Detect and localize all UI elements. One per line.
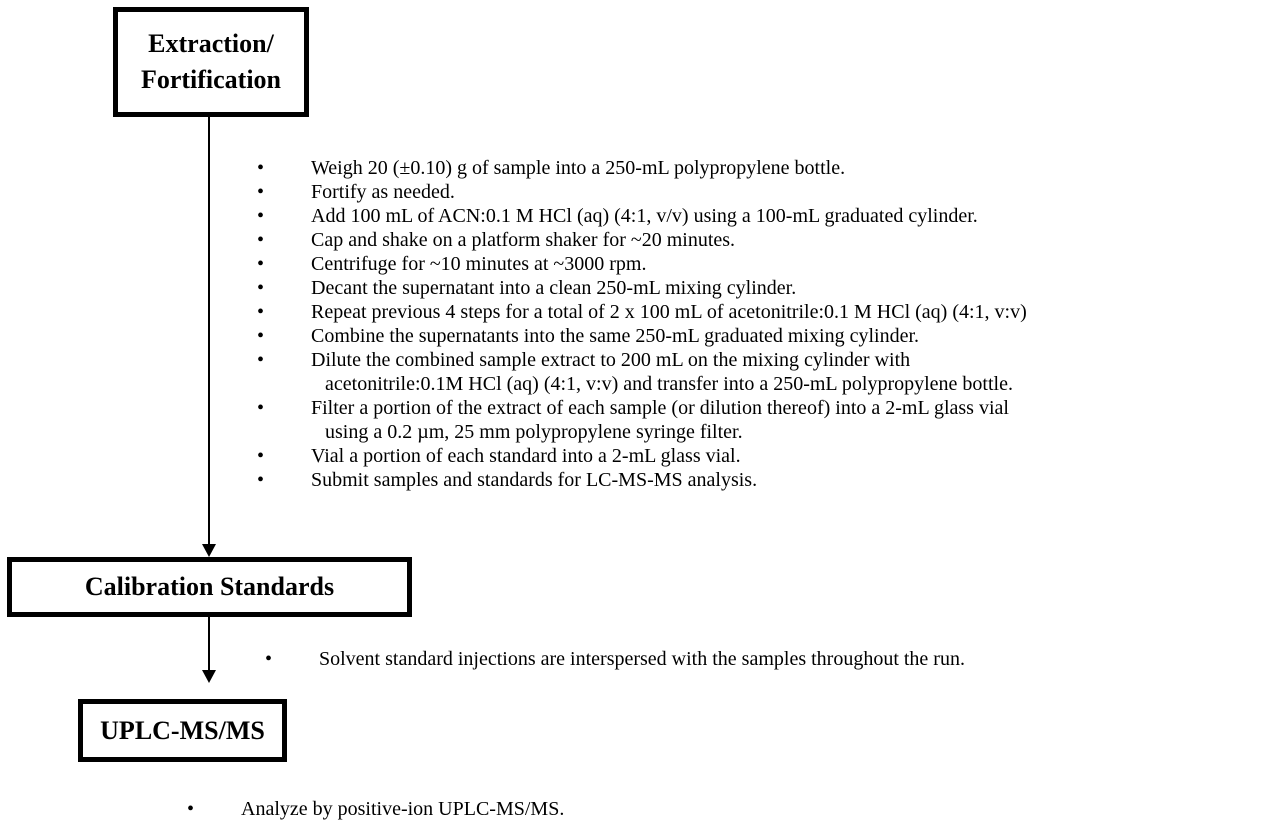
step-item <box>257 156 1027 180</box>
bullet-icon: • <box>257 325 265 347</box>
bullet-icon: • <box>257 277 265 299</box>
step-item <box>257 348 1027 396</box>
calibration-box-title: Calibration Standards <box>84 572 335 601</box>
step-item <box>257 444 1027 468</box>
flow-arrowhead-1 <box>202 544 216 557</box>
step-item <box>257 180 1027 204</box>
step-item <box>257 252 1027 276</box>
step-text: Analyze by positive-ion UPLC-MS/MS. <box>241 798 565 820</box>
step-item <box>257 228 1027 252</box>
bullet-icon: • <box>187 798 195 820</box>
step-text: Weigh 20 (±0.10) g of sample into a 250-mL polypropylene bottle. <box>311 157 846 179</box>
step-text: Add 100 mL of ACN:0.1 M HCl (aq) (4:1, v/v) using a 100-mL graduated cylinder. <box>311 205 978 227</box>
step-item <box>257 396 1027 444</box>
bullet-icon: • <box>257 157 265 179</box>
step-item <box>257 300 1027 324</box>
step-text: Filter a portion of the extract of each sample (or dilution thereof) into a 2-mL glass vial <box>311 397 1009 419</box>
flow-arrowhead-2 <box>202 670 216 683</box>
uplc-steps-list <box>187 797 564 821</box>
extraction-fortification-box <box>113 7 309 117</box>
bullet-icon: • <box>257 445 265 467</box>
bullet-icon: • <box>257 301 265 323</box>
bullet-icon: • <box>257 181 265 203</box>
uplc-box-title: UPLC-MS/MS <box>100 715 265 745</box>
flow-connector-1 <box>208 117 210 545</box>
step-text: Fortify as needed. <box>311 181 455 203</box>
extraction-box-title-line1: Extraction/ <box>148 29 274 58</box>
step-text: Vial a portion of each standard into a 2-mL glass vial. <box>311 445 741 467</box>
step-text: Combine the supernatants into the same 250-mL graduated mixing cylinder. <box>311 325 920 347</box>
step-text-continuation: using a 0.2 µm, 25 mm polypropylene syringe filter. <box>325 421 743 443</box>
step-item <box>257 324 1027 348</box>
step-item <box>257 276 1027 300</box>
step-text: Cap and shake on a platform shaker for ~20 minutes. <box>311 229 736 251</box>
step-text: Submit samples and standards for LC-MS-MS analysis. <box>311 469 758 491</box>
bullet-icon: • <box>257 397 265 419</box>
step-text: Decant the supernatant into a clean 250-mL mixing cylinder. <box>311 277 797 299</box>
step-item <box>257 204 1027 228</box>
calibration-steps-list <box>265 647 965 671</box>
bullet-icon: • <box>257 205 265 227</box>
bullet-icon: • <box>257 349 265 371</box>
step-text: Repeat previous 4 steps for a total of 2 x 100 mL of acetonitrile:0.1 M HCl (aq) (4:1, v:v) <box>311 301 1027 323</box>
step-text-continuation: acetonitrile:0.1M HCl (aq) (4:1, v:v) and transfer into a 250-mL polypropylene bottle. <box>325 373 1013 395</box>
step-item <box>257 468 1027 492</box>
step-text: Centrifuge for ~10 minutes at ~3000 rpm. <box>311 253 647 275</box>
flow-connector-2 <box>208 617 210 671</box>
step-text: Solvent standard injections are interspersed with the samples throughout the run. <box>319 648 965 670</box>
extraction-steps-list <box>257 156 1027 492</box>
step-item <box>187 797 564 821</box>
step-item <box>265 647 965 671</box>
uplc-msms-box <box>78 699 287 762</box>
bullet-icon: • <box>257 469 265 491</box>
bullet-icon: • <box>257 229 265 251</box>
bullet-icon: • <box>257 253 265 275</box>
bullet-icon: • <box>265 648 273 670</box>
step-text: Dilute the combined sample extract to 200 mL on the mixing cylinder with <box>311 349 911 371</box>
extraction-box-title-line2: Fortification <box>140 65 282 94</box>
calibration-standards-box <box>7 557 412 617</box>
